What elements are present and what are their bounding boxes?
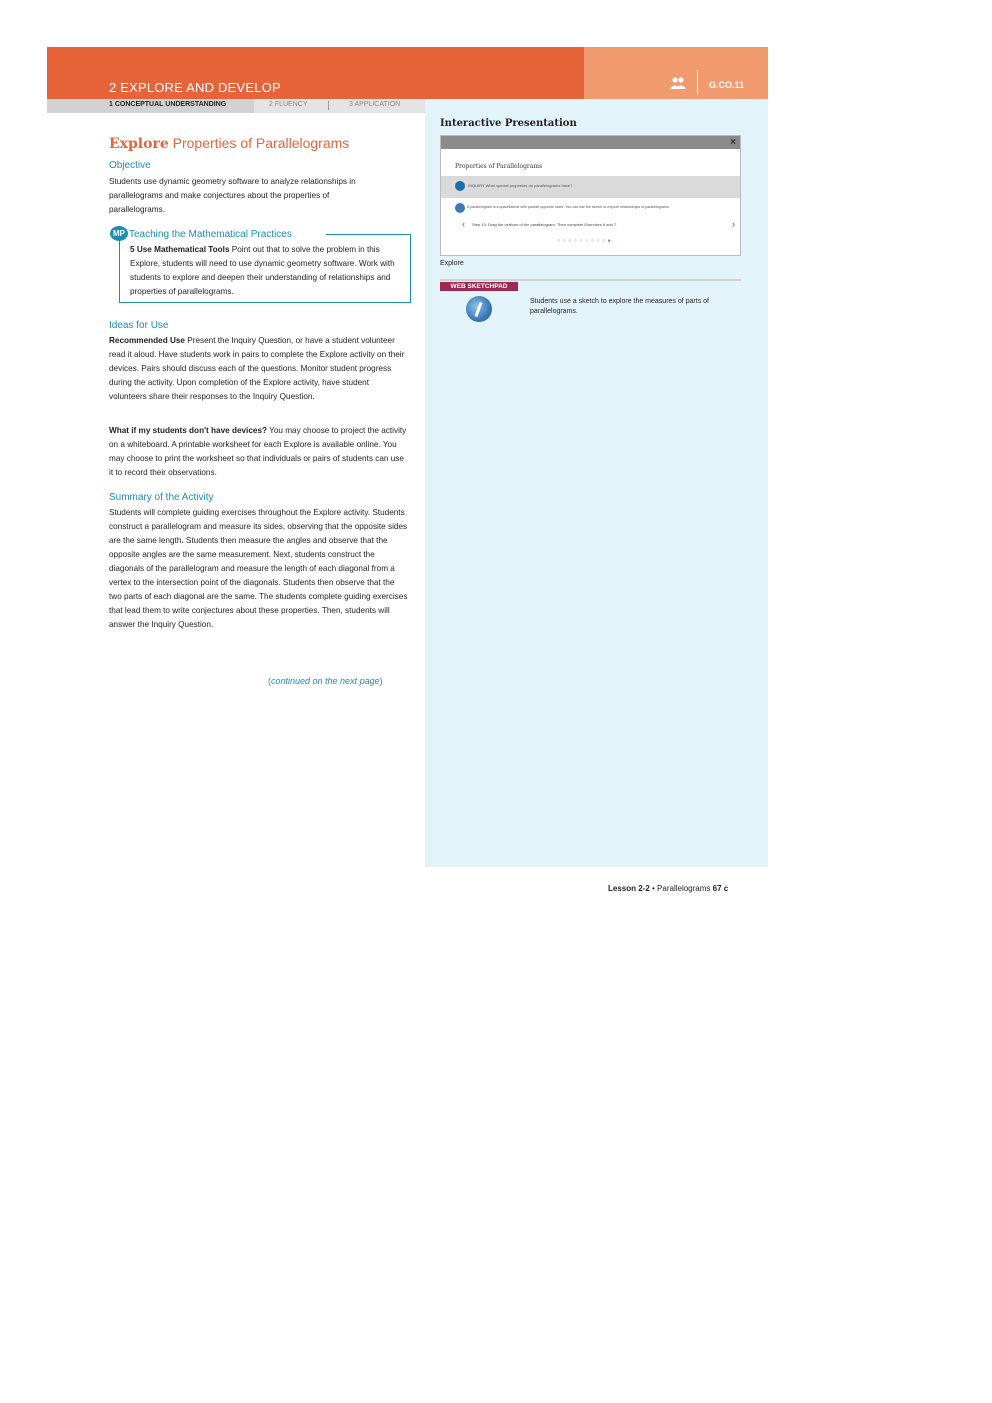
- summary-text: Students will complete guiding exercises throughout the Explore activity. Students construct a parallelogram and measure its sides, observing that the opposite sides are the same length. Students then measure the angles and observe that the opposite angles are the same measurement. Next, students construct the diagonals of the parallelogram and measure the length of each diagonal from a vertex to the intersection point of the diagonals. Students then observe that the two parts of each diagonal are the same. The students complete guiding exercises that lead them to write conjectures about these properties. Then, students will answer the Inquiry Question.: [109, 508, 408, 629]
- section-title: 2 EXPLORE AND DEVELOP: [109, 80, 281, 95]
- screenshot-titlebar: [441, 136, 740, 149]
- mp-body: Point out that to solve the problem in this Explore, students will need to use dynamic geometry software. Work with students to explore and deepen their understanding of relationships and properties of parallelograms.: [130, 245, 395, 296]
- continued-open: (: [268, 676, 271, 686]
- footer-sep: •: [649, 884, 658, 893]
- ideas-p1-bold: Recommended Use: [109, 336, 185, 345]
- continued-close: ): [379, 676, 383, 686]
- tab-divider: [328, 101, 329, 110]
- continued-link[interactable]: continued on the next page: [271, 676, 380, 686]
- web-sketchpad-badge: WEB SKETCHPAD: [440, 282, 518, 291]
- mp-heading: Teaching the Mathematical Practices: [129, 229, 292, 240]
- objective-heading: Objective: [109, 160, 151, 171]
- page-title: [109, 135, 409, 152]
- presentation-screenshot[interactable]: [440, 135, 741, 256]
- slide-pagination[interactable]: [557, 238, 613, 244]
- prev-arrow-icon[interactable]: ‹: [462, 219, 465, 229]
- pagination-dots[interactable]: ○○○○○○○○○: [557, 238, 608, 244]
- next-arrow-icon[interactable]: ›: [732, 219, 735, 229]
- tab-conceptual-understanding[interactable]: 1 CONCEPTUAL UNDERSTANDING: [109, 101, 227, 108]
- mp-badge: MP: [110, 226, 128, 241]
- screenshot-caption: Explore: [440, 260, 464, 267]
- inquiry-bar: [441, 176, 740, 198]
- tab-application[interactable]: 3 APPLICATION: [349, 101, 401, 108]
- section-header: [47, 47, 584, 99]
- inquiry-icon: [455, 181, 465, 191]
- ideas-paragraph-1: [109, 334, 409, 404]
- sketchpad-icon[interactable]: [466, 296, 492, 322]
- mp-text: [130, 243, 406, 299]
- group-icon: [670, 76, 686, 90]
- tab-fluency[interactable]: 2 FLUENCY: [269, 101, 308, 108]
- screenshot-title: Properties of Parallelograms: [455, 163, 543, 170]
- lesson-tabs: [47, 99, 425, 113]
- continued-note: [268, 676, 383, 686]
- mp-bold: 5 Use Mathematical Tools: [130, 245, 230, 254]
- footer-page: 67 c: [712, 884, 729, 893]
- title-topic: Properties of Parallelograms: [168, 135, 350, 151]
- page-footer: [608, 884, 728, 893]
- standard-code: G.CO.11: [709, 80, 745, 90]
- interactive-heading: Interactive Presentation: [440, 118, 577, 129]
- standard-header: [584, 47, 768, 99]
- ideas-p1-text: Present the Inquiry Question, or have a student volunteer read it aloud. Have students work in pairs to complete the Explore activity on their devices. Pairs should discuss each of the questions. Monitor student progress during the activity. Upon completion of the Explore activity, have student volunteers share their responses to the Inquiry Question.: [109, 336, 405, 401]
- objective-text: Students use dynamic geometry software to analyze relationships in parallelograms and make conjectures about the properties of parallelograms.: [109, 177, 356, 214]
- header-divider: [697, 70, 698, 94]
- summary-heading: Summary of the Activity: [109, 492, 214, 503]
- section-rule: [440, 279, 741, 281]
- info-text: A parallelogram is a quadrilateral with parallel opposite sides. You can use the sketch to explore relationships of parallelograms.: [467, 205, 670, 209]
- pagination-active-dot[interactable]: ●: [607, 238, 614, 244]
- title-explore: Explore: [109, 136, 169, 152]
- info-icon: [455, 203, 465, 213]
- close-icon[interactable]: ×: [730, 137, 736, 148]
- ideas-paragraph-2: [109, 424, 409, 480]
- step-text: Step 10: Drag the vertices of the parallelogram. Then complete Exercises 6 and 7.: [472, 222, 618, 227]
- footer-lesson: Lesson 2-2: [608, 884, 650, 893]
- ideas-p2-text: You may choose to project the activity on a whiteboard. A printable worksheet for each Explore is available online. You may choose to print the worksheet so that individuals or pairs of students can use it to record their observations.: [109, 426, 407, 477]
- ideas-p2-bold: What if my students don't have devices?: [109, 426, 267, 435]
- inquiry-text: INQUIRY What special properties do parallelograms have?: [468, 183, 573, 188]
- footer-topic: Parallelograms: [657, 884, 713, 893]
- web-sketchpad-text: Students use a sketch to explore the measures of parts of parallelograms.: [530, 298, 709, 315]
- ideas-heading: Ideas for Use: [109, 320, 169, 331]
